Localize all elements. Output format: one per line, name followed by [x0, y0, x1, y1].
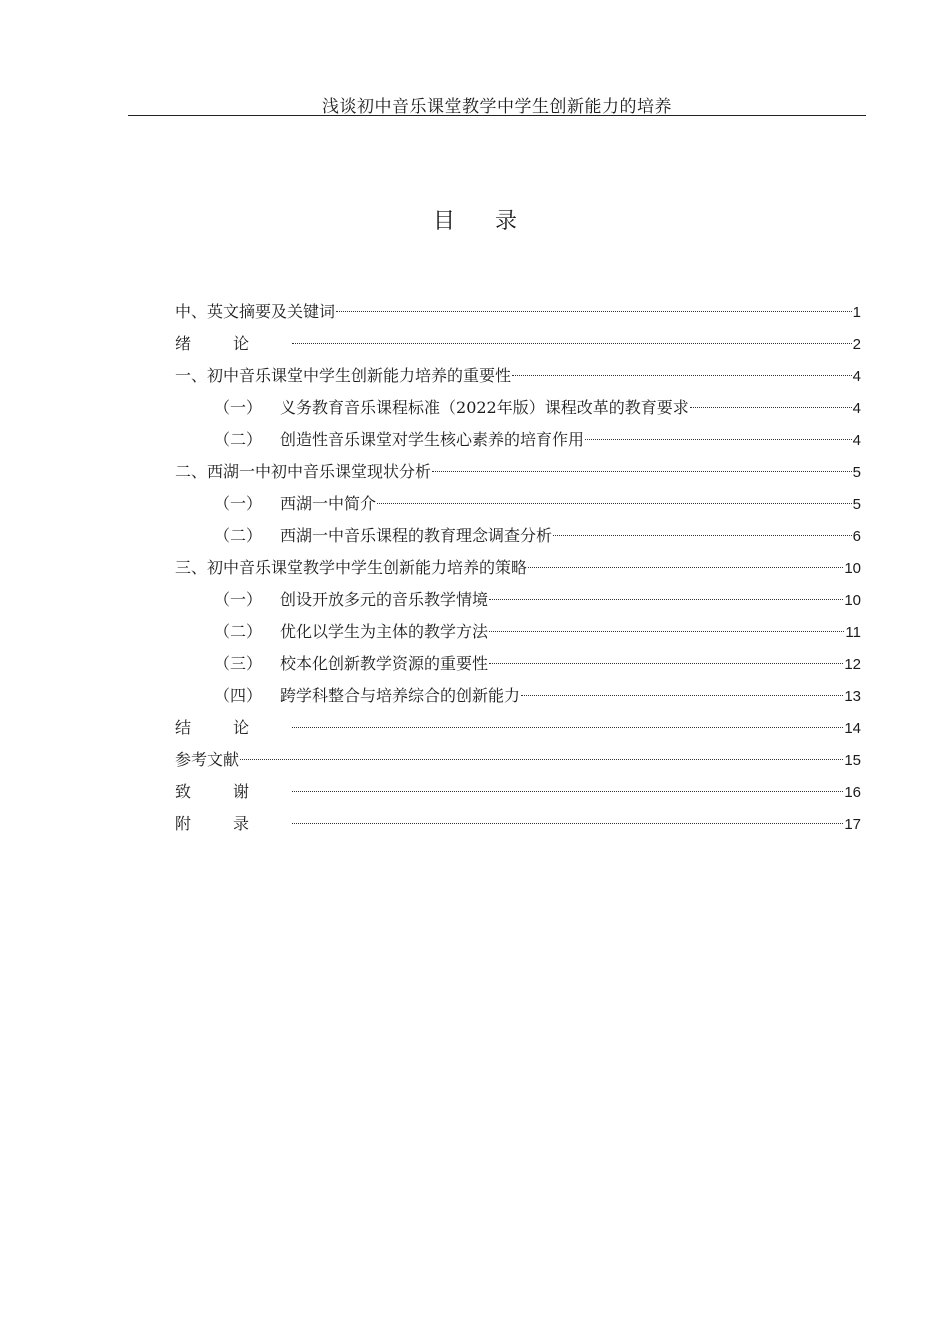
toc-entry[interactable]: [175, 522, 861, 554]
toc-page-number: 13: [844, 688, 861, 705]
toc-entry-text: 创设开放多元的音乐教学情境: [280, 590, 489, 609]
toc-entry[interactable]: [175, 330, 861, 362]
toc-dot-leader: [292, 823, 843, 824]
toc-dot-leader: [528, 567, 843, 568]
header-rule: [128, 115, 866, 116]
toc-title: 目录: [432, 209, 557, 234]
toc-entry[interactable]: [175, 586, 861, 618]
toc-entry-number: （一）: [214, 590, 263, 609]
toc-dot-leader: [690, 407, 852, 408]
toc-entry-text: 中、英文摘要及关键词: [175, 302, 336, 321]
toc-page-number: 14: [844, 720, 861, 737]
toc-dot-leader: [553, 535, 852, 536]
toc-entry-text: 二、西湖一中初中音乐课堂现状分析: [175, 462, 432, 481]
toc-entry-number: （二）: [214, 622, 263, 641]
toc-entry-label: [214, 426, 584, 454]
toc-entry[interactable]: [175, 682, 861, 714]
toc-entry-text: 结论: [175, 718, 292, 737]
toc-entry-number: （三）: [214, 654, 263, 673]
toc-entry-label: [175, 330, 291, 358]
toc-entry-text: 优化以学生为主体的教学方法: [280, 622, 489, 641]
table-of-contents: [175, 298, 861, 842]
toc-dot-leader: [432, 471, 852, 472]
toc-entry-number: （四）: [214, 686, 263, 705]
toc-page-number: 1: [852, 304, 861, 321]
toc-entry-text: 绪论: [175, 334, 292, 353]
toc-page-number: 5: [852, 464, 861, 481]
toc-entry[interactable]: [175, 618, 861, 650]
toc-page-number: 10: [844, 592, 861, 609]
toc-page-number: 11: [845, 624, 861, 641]
toc-entry[interactable]: [175, 458, 861, 490]
toc-dot-leader: [292, 791, 843, 792]
toc-page-number: 10: [844, 560, 861, 577]
toc-entry-text: 一、初中音乐课堂中学生创新能力培养的重要性: [175, 366, 512, 385]
toc-entry-label: [214, 394, 689, 422]
toc-page-number: 6: [852, 528, 861, 545]
toc-entry[interactable]: [175, 426, 861, 458]
toc-entry[interactable]: [175, 394, 861, 426]
toc-dot-leader: [240, 759, 843, 760]
toc-dot-leader: [512, 375, 852, 376]
toc-entry-text: 致谢: [175, 782, 292, 801]
toc-entry-number: （二）: [214, 526, 263, 545]
toc-entry[interactable]: [175, 714, 861, 746]
toc-entry-text: 义务教育音乐课程标准（2022年版）课程改革的教育要求: [280, 398, 689, 417]
toc-entry-label: [175, 714, 291, 742]
toc-entry[interactable]: [175, 362, 861, 394]
toc-entry-text: 跨学科整合与培养综合的创新能力: [280, 686, 521, 705]
toc-dot-leader: [292, 727, 843, 728]
toc-entry[interactable]: [175, 778, 861, 810]
toc-entry-text: 参考文献: [175, 750, 240, 769]
toc-entry-label: [175, 554, 527, 582]
toc-entry-label: [175, 746, 239, 774]
toc-page-number: 5: [852, 496, 861, 513]
toc-entry-label: [214, 618, 488, 646]
toc-page-number: 4: [852, 368, 861, 385]
running-header: 浅谈初中音乐课堂教学中学生创新能力的培养: [322, 97, 672, 117]
toc-page-number: 15: [844, 752, 861, 769]
toc-entry[interactable]: [175, 554, 861, 586]
toc-entry[interactable]: [175, 650, 861, 682]
toc-entry-label: [175, 810, 291, 838]
toc-entry-text: 附录: [175, 814, 292, 833]
toc-entry-label: [214, 586, 488, 614]
toc-entry-label: [175, 298, 335, 326]
toc-dot-leader: [292, 343, 852, 344]
toc-entry-text: 西湖一中简介: [280, 494, 377, 513]
toc-entry-text: 校本化创新教学资源的重要性: [280, 654, 489, 673]
toc-entry-text: 创造性音乐课堂对学生核心素养的培育作用: [280, 430, 585, 449]
toc-page-number: 17: [844, 816, 861, 833]
toc-entry-label: [214, 682, 520, 710]
toc-entry-label: [175, 362, 511, 390]
toc-entry-text: 西湖一中音乐课程的教育理念调查分析: [280, 526, 553, 545]
toc-page-number: 4: [852, 400, 861, 417]
toc-dot-leader: [521, 695, 843, 696]
toc-page-number: 16: [844, 784, 861, 801]
toc-entry-label: [214, 490, 376, 518]
toc-entry-number: （一）: [214, 398, 263, 417]
toc-entry-label: [214, 522, 552, 550]
toc-dot-leader: [585, 439, 852, 440]
toc-page-number: 4: [852, 432, 861, 449]
toc-entry-label: [175, 778, 291, 806]
toc-entry-label: [214, 650, 488, 678]
toc-entry-number: （二）: [214, 430, 263, 449]
toc-entry[interactable]: [175, 746, 861, 778]
toc-entry-number: （一）: [214, 494, 263, 513]
toc-dot-leader: [377, 503, 852, 504]
toc-dot-leader: [489, 599, 843, 600]
toc-entry-text: 三、初中音乐课堂教学中学生创新能力培养的策略: [175, 558, 528, 577]
toc-dot-leader: [489, 631, 844, 632]
toc-entry[interactable]: [175, 298, 861, 330]
toc-entry-label: [175, 458, 431, 486]
toc-entry[interactable]: [175, 490, 861, 522]
toc-page-number: 12: [844, 656, 861, 673]
toc-page-number: 2: [852, 336, 861, 353]
toc-dot-leader: [489, 663, 843, 664]
toc-entry[interactable]: [175, 810, 861, 842]
toc-dot-leader: [336, 311, 852, 312]
